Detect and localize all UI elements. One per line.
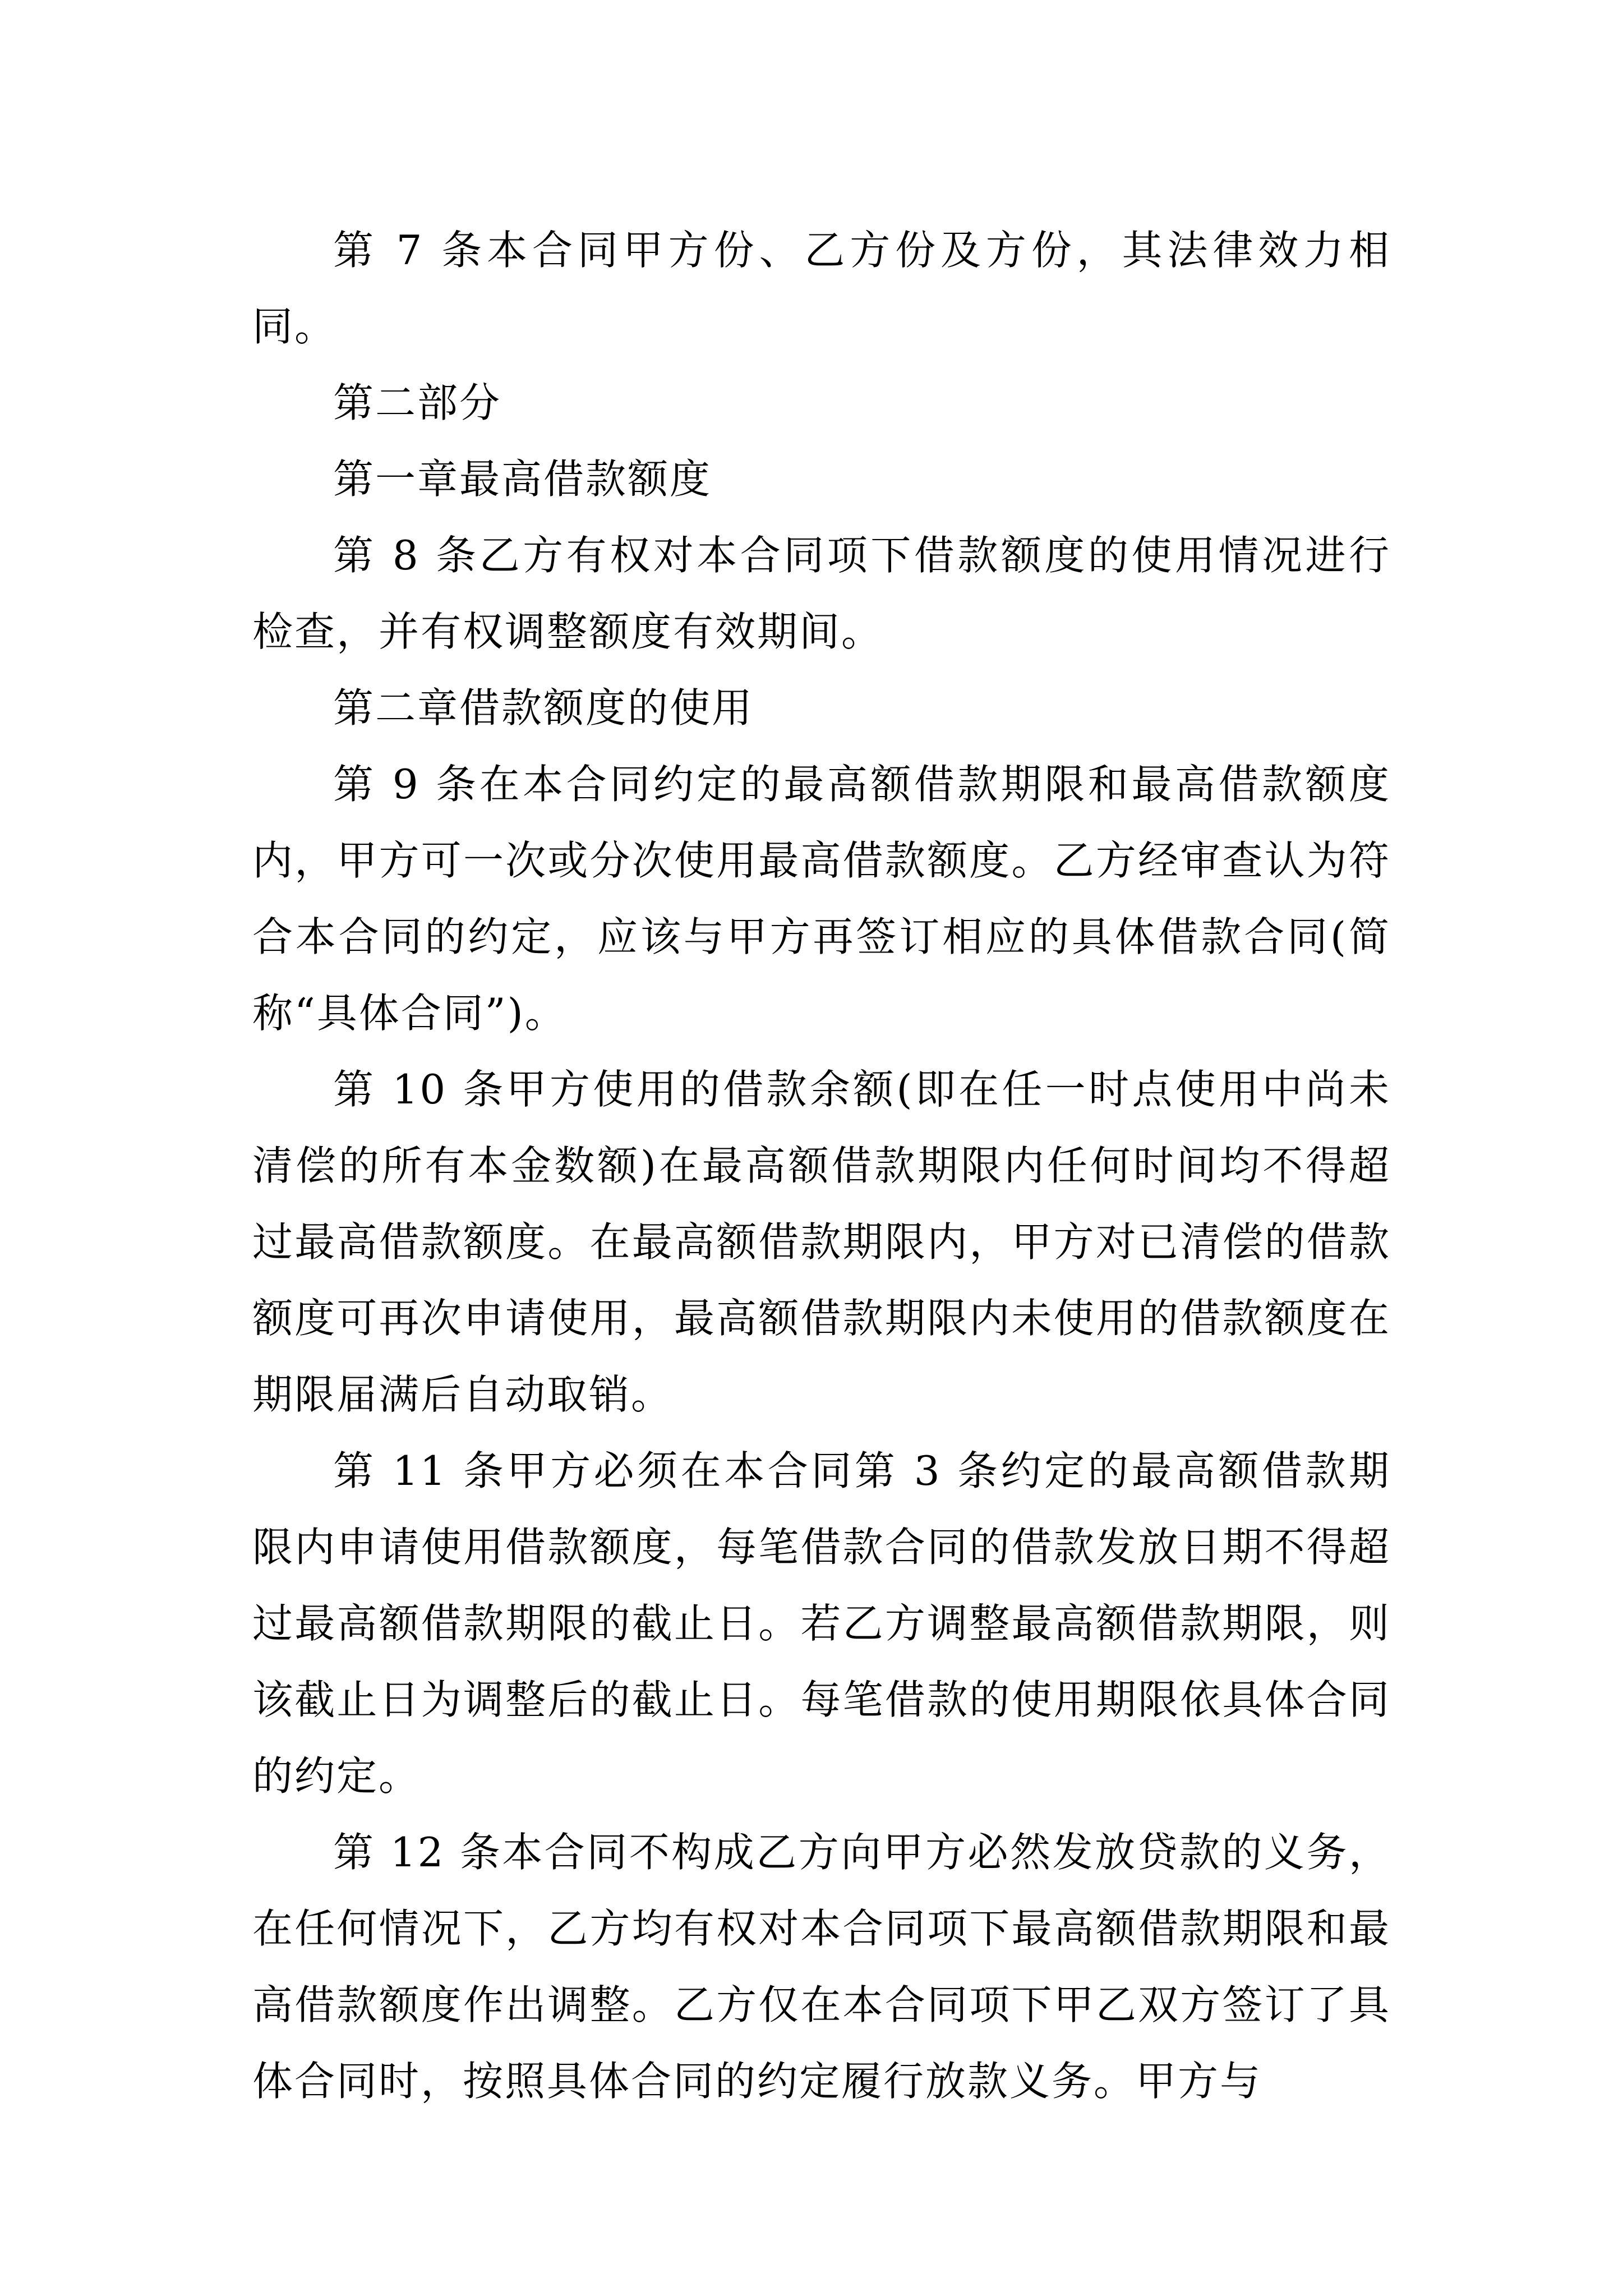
paragraph-article-10: 第 10 条甲方使用的借款余额(即在任一时点使用中尚未清偿的所有本金数额)在最高额借款期限内任何时间均不得超过最高借款额度。在最高额借款期限内，甲方对已清偿的借款额度可再次申请使用，最高额借款期限内未使用的借款额度在期限届满后自动取销。 xyxy=(252,1066,1391,1418)
paragraph-part-two-heading: 第二部分 xyxy=(333,379,502,426)
paragraph-article-11: 第 11 条甲方必须在本合同第 3 条约定的最高额借款期限内申请使用借款额度，每笔借款合同的借款发放日期不得超过最高额借款期限的截止日。若乙方调整最高额借款期限，则该截止日为调整后的截止日。每笔借款的使用期限依具体合同的约定。 xyxy=(252,1447,1391,1800)
paragraph-article-12: 第 12 条本合同不构成乙方向甲方必然发放贷款的义务，在任何情况下，乙方均有权对本合同项下最高额借款期限和最高借款额度作出调整。乙方仅在本合同项下甲乙双方签订了具体合同时，按照具体合同的约定履行放款义务。甲方与 xyxy=(252,1829,1391,2105)
document-body xyxy=(252,212,1391,2119)
paragraph-chapter-one-heading: 第一章最高借款额度 xyxy=(333,455,712,503)
paragraph-article-9: 第 9 条在本合同约定的最高额借款期限和最高借款额度内，甲方可一次或分次使用最高借款额度。乙方经审查认为符合本合同的约定，应该与甲方再签订相应的具体借款合同(简称“具体合同”)。 xyxy=(252,761,1391,1037)
paragraph-article-7: 第 7 条本合同甲方份、乙方份及方份，其法律效力相同。 xyxy=(252,227,1391,350)
paragraph-chapter-two-heading: 第二章借款额度的使用 xyxy=(333,684,754,731)
paragraph-article-8: 第 8 条乙方有权对本合同项下借款额度的使用情况进行检查，并有权调整额度有效期间。 xyxy=(252,532,1391,655)
